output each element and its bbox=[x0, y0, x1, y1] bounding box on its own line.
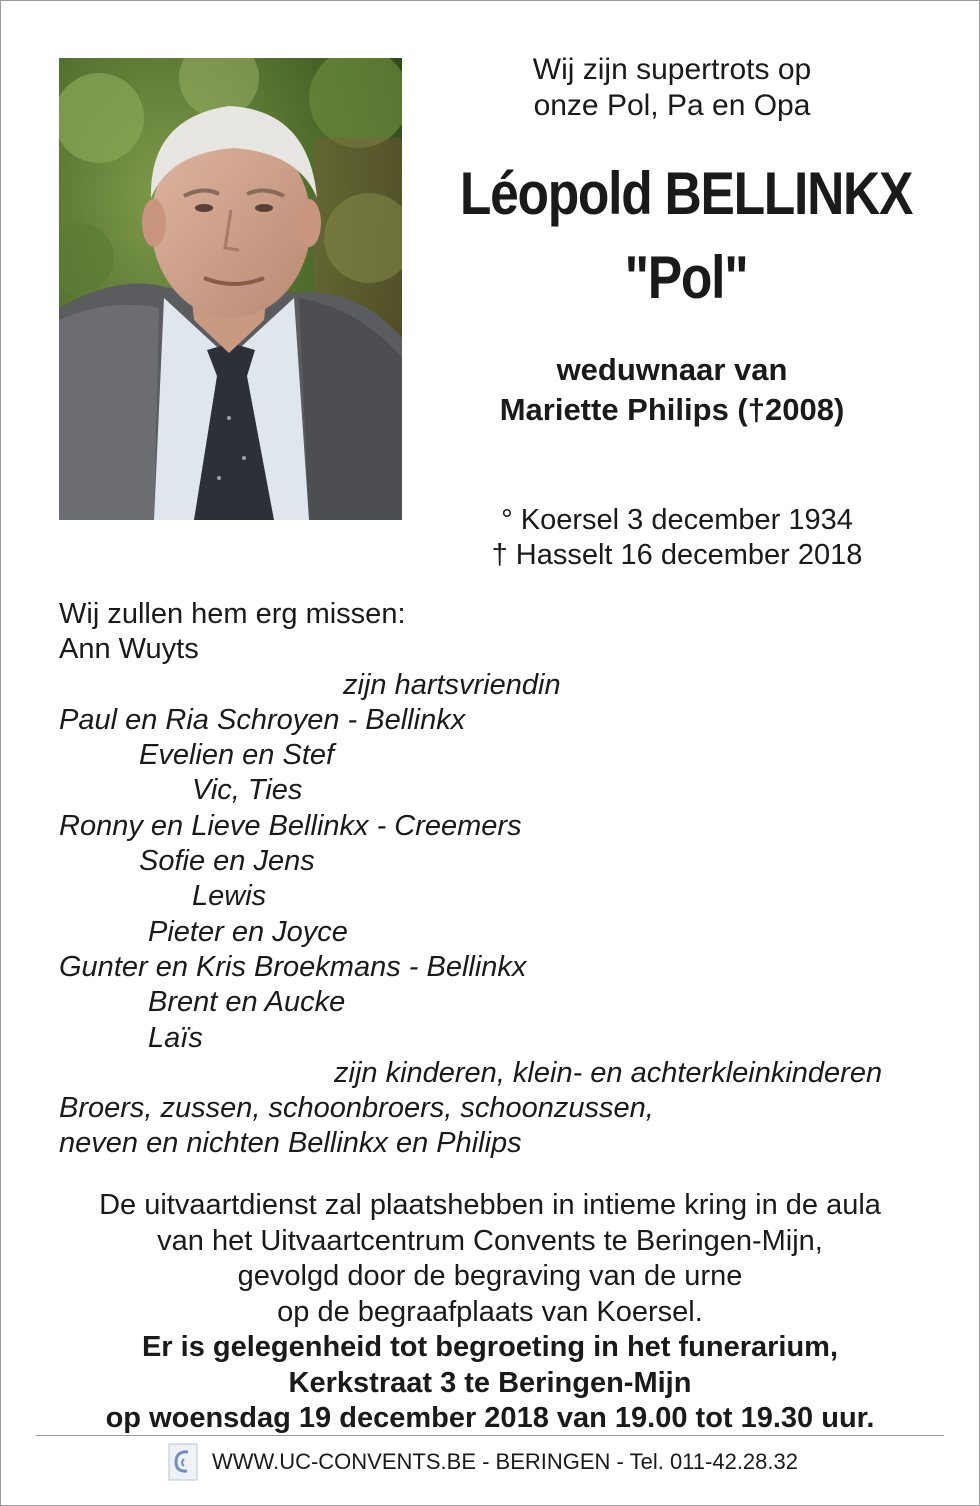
deceased-full-name: Léopold BELLINKX bbox=[459, 160, 913, 227]
birth-date: ° Koersel 3 december 1934 bbox=[501, 504, 853, 536]
portrait-photo bbox=[59, 58, 402, 520]
mourner-line: neven en nichten Bellinkx en Philips bbox=[59, 1127, 522, 1160]
footer-divider bbox=[36, 1435, 944, 1436]
uc-convents-logo-icon bbox=[168, 1443, 198, 1481]
mourner-line: Evelien en Stef bbox=[139, 739, 335, 772]
funeral-line: De uitvaartdienst zal plaatshebben in intieme kring in de aula bbox=[99, 1189, 881, 1221]
life-dates bbox=[440, 503, 914, 573]
widower-note bbox=[440, 350, 904, 430]
mourner-line: Pieter en Joyce bbox=[148, 915, 348, 948]
mourner-line: Brent en Aucke bbox=[148, 986, 346, 1019]
mourner-line: Paul en Ria Schroyen - Bellinkx bbox=[59, 703, 466, 736]
funeral-line: Er is gelegenheid tot begroeting in het funerarium, bbox=[141, 1331, 839, 1363]
mourner-line: Vic, Ties bbox=[192, 774, 303, 807]
funeral-line: gevolgd door de begraving van de urne bbox=[237, 1260, 743, 1292]
mourner-line: Lewis bbox=[192, 880, 267, 913]
mourner-line: zijn kinderen, klein- en achterkleinkinderen bbox=[334, 1056, 883, 1089]
deceased-nickname: "Pol" bbox=[624, 244, 748, 311]
mourners-list bbox=[59, 597, 939, 1162]
intro-line: onze Pol, Pa en Opa bbox=[533, 89, 811, 122]
mourner-line: Wij zullen hem erg missen: bbox=[59, 598, 406, 630]
deceased-name bbox=[449, 152, 924, 320]
footer-contact: WWW.UC-CONVENTS.BE - BERINGEN - Tel. 011-42.28.32 bbox=[212, 1449, 798, 1474]
mourner-line: Broers, zussen, schoonbroers, schoonzussen, bbox=[59, 1092, 654, 1125]
mourner-line: Sofie en Jens bbox=[139, 845, 315, 878]
widower-line: Mariette Philips (†2008) bbox=[499, 392, 845, 427]
funeral-details bbox=[30, 1188, 950, 1437]
mourner-line: Ronny en Lieve Bellinkx - Creemers bbox=[59, 809, 522, 842]
funeral-line: van het Uitvaartcentrum Convents te Beringen-Mijn, bbox=[157, 1224, 823, 1257]
mourner-line: zijn hartsvriendin bbox=[343, 668, 561, 701]
mourner-line: Laïs bbox=[148, 1021, 203, 1054]
death-date: † Hasselt 16 december 2018 bbox=[491, 539, 863, 571]
funeral-line: op de begraafplaats van Koersel. bbox=[277, 1295, 703, 1328]
widower-line: weduwnaar van bbox=[556, 352, 788, 387]
mourner-line: Ann Wuyts bbox=[59, 633, 199, 666]
mourner-line: Gunter en Kris Broekmans - Bellinkx bbox=[59, 950, 527, 983]
funeral-line: op woensdag 19 december 2018 van 19.00 tot 19.30 uur. bbox=[105, 1402, 875, 1434]
intro-text bbox=[430, 52, 914, 124]
intro-line: Wij zijn supertrots op bbox=[532, 53, 812, 86]
funeral-line: Kerkstraat 3 te Beringen-Mijn bbox=[288, 1366, 692, 1399]
footer bbox=[168, 1442, 798, 1482]
